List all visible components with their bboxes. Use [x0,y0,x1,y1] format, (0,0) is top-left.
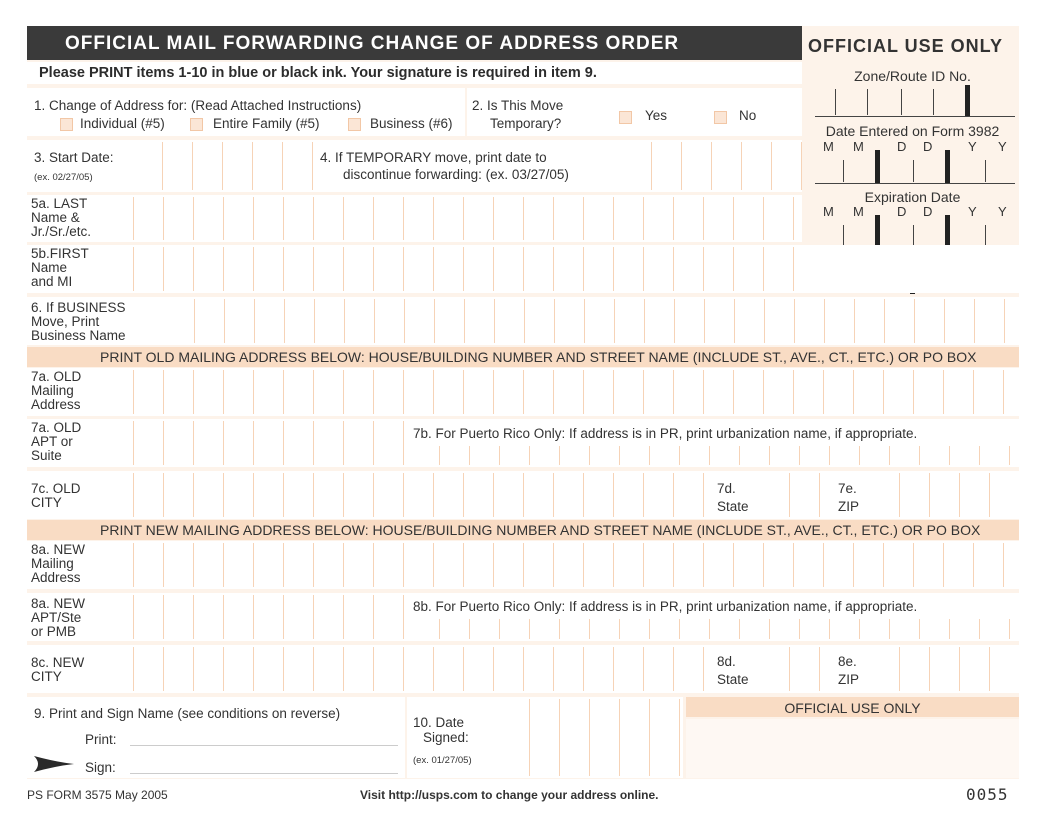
item4-label-b: discontinue forwarding: (ex. 03/27/05) [343,167,569,182]
date-signed-field[interactable] [500,699,683,776]
item8a-apt-label-2: APT/Ste [31,610,82,625]
business-label: Business (#6) [370,116,453,131]
last-name-field[interactable] [104,197,802,240]
item7c-label-1: 7c. OLD [31,481,81,496]
item9-label: 9. Print and Sign Name (see conditions on reverse) [34,706,341,721]
item8c-label-2: CITY [31,669,62,684]
signature-field[interactable] [130,773,398,774]
family-checkbox[interactable] [190,118,203,131]
old-address-header: PRINT OLD MAILING ADDRESS BELOW: HOUSE/BUILDING NUMBER AND STREET NAME (INCLUDE ST., AVE., CT., ETC.) OR PO BOX [100,349,977,365]
item7a-label-1: 7a. OLD [31,369,82,384]
item7a-label-2: Mailing [31,383,74,398]
item8b-label: 8b. For Puerto Rico Only: If address is in PR, print urbanization name, if appropriate. [413,599,918,614]
start-date-field[interactable] [133,142,313,190]
zone-route-label: Zone/Route ID No. [854,68,971,84]
date-entered-field[interactable]: M M D D Y Y [815,140,1015,184]
item7a-label-3: Address [31,397,81,412]
item8e-label-1: 8e. [838,654,857,669]
new-state-field[interactable] [760,647,830,691]
item7c-label-2: CITY [31,495,62,510]
item10-label-2: Signed: [423,730,469,745]
item3-example: (ex. 02/27/05) [34,172,93,183]
temporary-yes-label: Yes [645,108,668,123]
form-id: PS FORM 3575 May 2005 [27,788,168,802]
new-zip-field[interactable] [870,647,1019,691]
item8a-label-2: Mailing [31,556,74,571]
new-city-field[interactable] [104,647,706,691]
temporary-no-label: No [739,108,757,123]
official-use-title: OFFICIAL USE ONLY [808,36,1004,56]
new-urbanization-field[interactable] [410,619,1019,639]
item7e-label-2: ZIP [838,499,860,514]
item8d-label-2: State [717,672,749,687]
temporary-no-checkbox[interactable] [714,111,727,124]
item8d-label-1: 8d. [717,654,736,669]
instruction-text: Please PRINT items 1-10 in blue or black ink. Your signature is required in item 9. [27,62,802,84]
website-note: Visit http://usps.com to change your address online. [360,788,659,802]
new-apt-field[interactable] [104,595,406,639]
old-city-field[interactable] [104,473,706,517]
item5a-label-1: 5a. LAST [31,196,88,211]
individual-label: Individual (#5) [80,116,165,131]
item6-label-3: Business Name [31,328,126,343]
item2-label: 2. Is This Move [472,98,564,113]
new-address-field[interactable] [104,543,1019,587]
item8e-label-2: ZIP [838,672,860,687]
item7b-label: 7b. For Puerto Rico Only: If address is in PR, print urbanization name, if appropriate. [413,426,918,441]
item7a-apt-label-3: Suite [31,448,62,463]
item7a-apt-label-1: 7a. OLD [31,420,82,435]
item7d-label-1: 7d. [717,481,736,496]
temporary-yes-checkbox[interactable] [619,111,632,124]
discontinue-date-field[interactable] [622,142,802,190]
form-code: 0055 [966,785,1009,804]
item10-example: (ex. 01/27/05) [413,755,472,766]
zone-route-field[interactable] [815,85,1015,117]
item4-label: 4. If TEMPORARY move, print date to [320,150,547,165]
item7e-label-1: 7e. [838,481,857,496]
print-name-field[interactable] [130,745,398,746]
item7a-apt-label-2: APT or [31,434,73,449]
old-address-field[interactable] [104,370,1019,414]
item6-label-2: Move, Print [31,314,100,329]
item10-label-1: 10. Date [413,715,465,730]
form-title: OFFICIAL MAIL FORWARDING CHANGE OF ADDRESS ORDER [27,26,802,60]
item8a-label-1: 8a. NEW [31,542,86,557]
old-zip-field[interactable] [870,473,1019,517]
item5a-label-2: Name & [31,210,80,225]
item8c-label-1: 8c. NEW [31,655,85,670]
old-apt-field[interactable] [104,421,406,465]
first-name-field[interactable] [104,247,802,291]
item1-label: 1. Change of Address for: (Read Attached Instructions) [34,98,362,113]
business-checkbox[interactable] [348,118,361,131]
official-use-bottom-label: OFFICIAL USE ONLY [784,700,921,716]
item8a-apt-label-1: 8a. NEW [31,596,86,611]
business-name-field[interactable] [165,299,1019,343]
item5a-label-3: Jr./Sr./etc. [31,224,92,239]
old-state-field[interactable] [760,473,830,517]
item5b-label-3: and MI [31,274,73,289]
sign-label: Sign: [85,760,116,775]
family-label: Entire Family (#5) [213,116,320,131]
item2-label-b: Temporary? [490,116,562,131]
item5b-label-2: Name [31,260,68,275]
expiration-label: Expiration Date [864,189,961,205]
official-use-bottom-box [686,719,1019,778]
item8a-apt-label-3: or PMB [31,624,77,639]
item8a-label-3: Address [31,570,81,585]
individual-checkbox[interactable] [60,118,73,131]
item5b-label-1: 5b.FIRST [31,246,89,261]
item3-label: 3. Start Date: [34,150,114,165]
date-entered-label: Date Entered on Form 3982 [825,123,1000,139]
old-urbanization-field[interactable] [410,446,1019,465]
new-address-header: PRINT NEW MAILING ADDRESS BELOW: HOUSE/BUILDING NUMBER AND STREET NAME (INCLUDE ST., AVE., CT., ETC.) OR PO BOX [100,522,981,538]
print-label: Print: [85,732,117,747]
sign-arrow-icon [34,754,74,774]
item7d-label-2: State [717,499,749,514]
expiration-field[interactable]: M M D D Y Y [815,205,1015,249]
item6-label-1: 6. If BUSINESS [31,300,126,315]
